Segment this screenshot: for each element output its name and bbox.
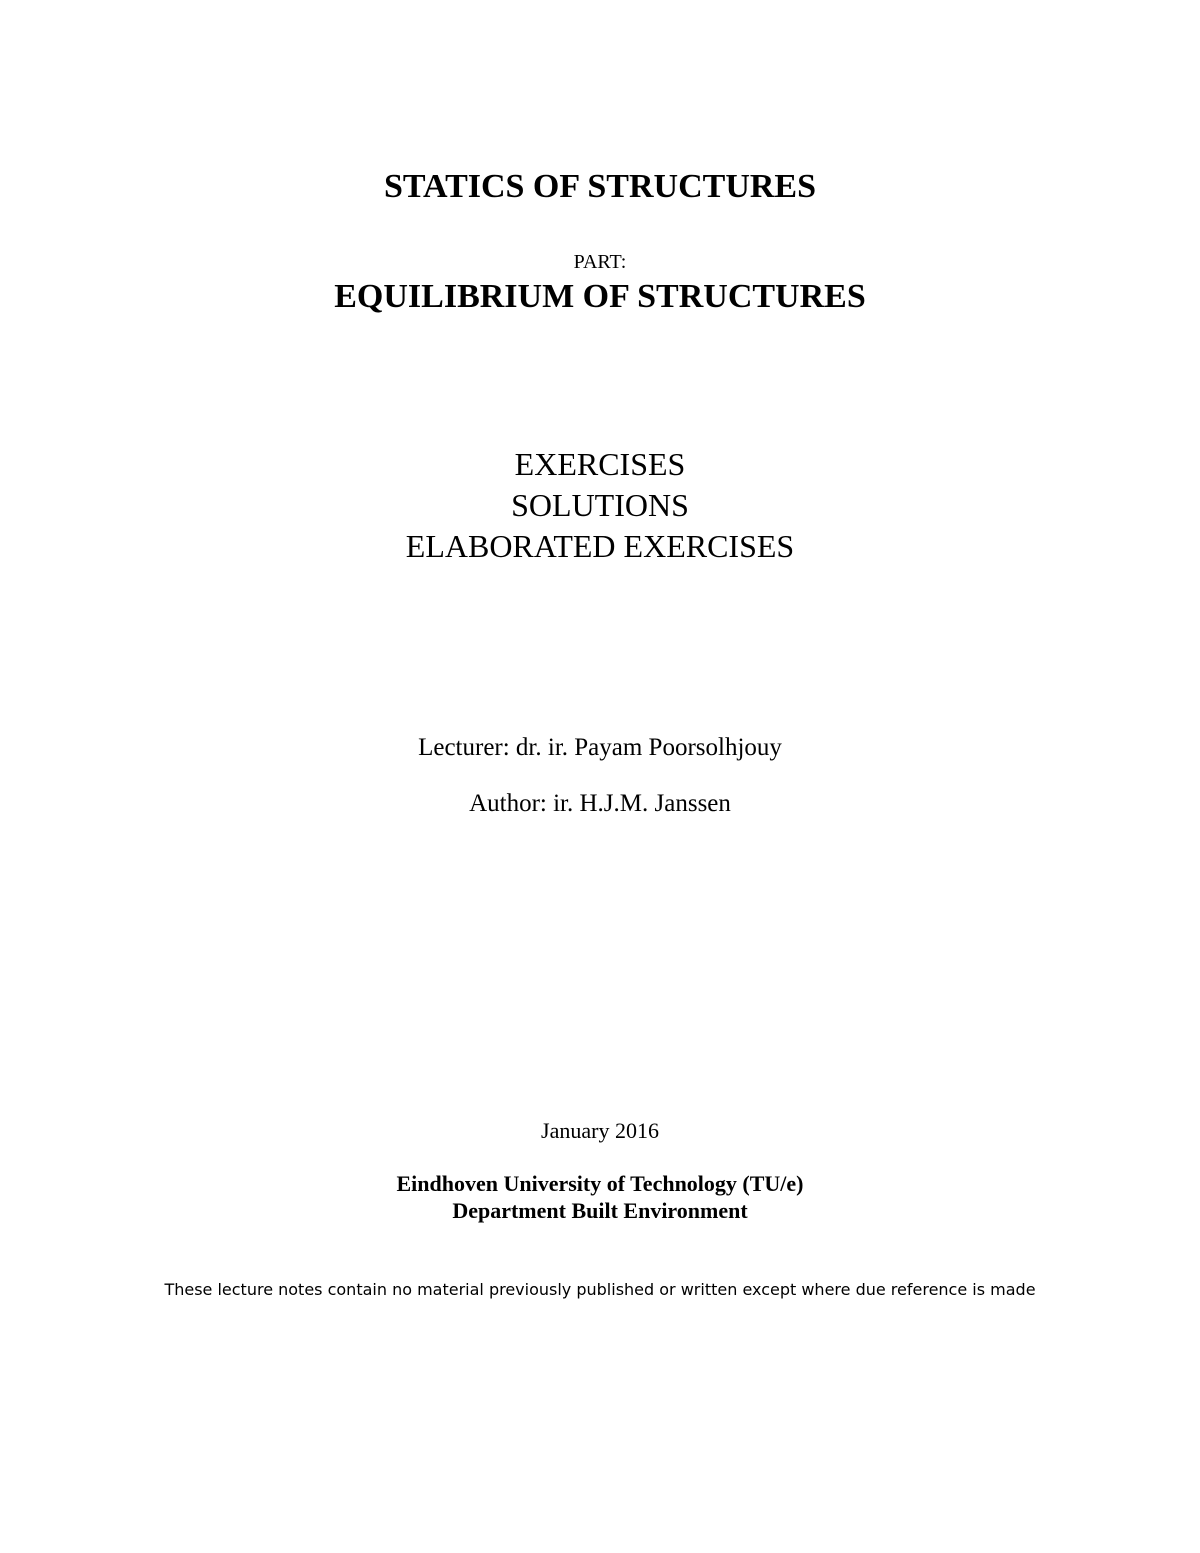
section-exercises: EXERCISES [514,446,686,482]
lecturer-credit: Lecturer: dr. ir. Payam Poorsolhjouy [418,734,782,761]
institution-name: Eindhoven University of Technology (TU/e) [396,1171,804,1196]
part-title: EQUILIBRIUM OF STRUCTURES [334,278,866,315]
part-label: PART: [573,251,627,273]
department-name: Department Built Environment [452,1198,748,1223]
publication-date: January 2016 [541,1118,659,1143]
section-solutions: SOLUTIONS [511,487,689,523]
disclaimer-note: These lecture notes contain no material previously published or written except where due reference is made [164,1280,1036,1299]
author-credit: Author: ir. H.J.M. Janssen [469,790,731,817]
document-title: STATICS OF STRUCTURES [383,168,817,205]
section-elaborated-exercises: ELABORATED EXERCISES [405,528,795,564]
